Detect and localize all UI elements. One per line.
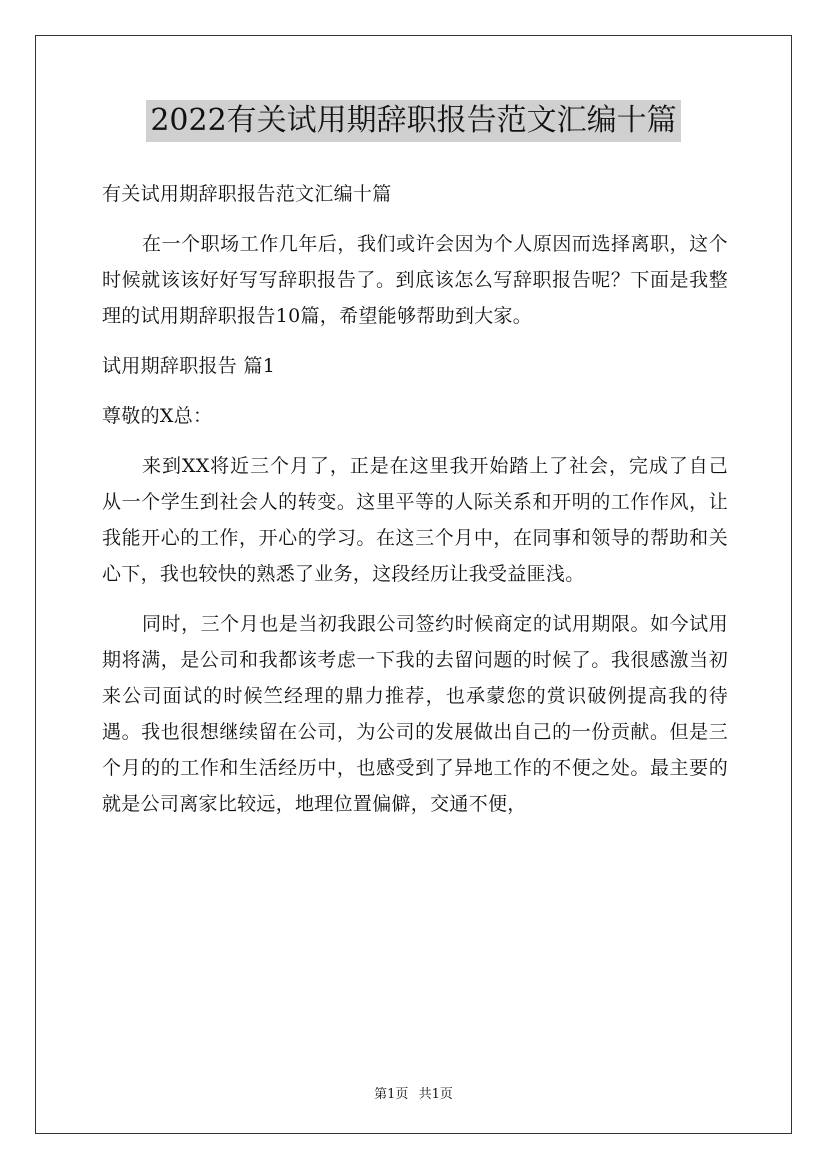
section-heading: 试用期辞职报告 篇1 xyxy=(102,355,276,377)
salutation: 尊敬的X总： xyxy=(102,405,213,427)
body-paragraph-2: 同时，三个月也是当初我跟公司签约时候商定的试用期限。如今试用期将满，是公司和我都该考虑一下我的去留问题的时候了。我很感激当初来公司面试的时候竺经理的鼎力推荐，也承蒙您的赏识破例提高我的待遇。我也很想继续留在公司，为公司的发展做出自己的一份贡献。但是三个月的的工作和生活经历中，也感受到了异地工作的不便之处。最主要的就是公司离家比较远，地理位置偏僻，交通不便， xyxy=(102,613,728,815)
document-title-wrap xyxy=(0,100,827,142)
body-paragraph-1: 来到XX将近三个月了，正是在这里我开始踏上了社会，完成了自己从一个学生到社会人的转变。这里平等的人际关系和开明的工作作风，让我能开心的工作，开心的学习。在这三个月中，在同事和领导的帮助和关心下，我也较快的熟悉了业务，这段经历让我受益匪浅。 xyxy=(102,455,728,585)
intro-paragraph: 在一个职场工作几年后，我们或许会因为个人原因而选择离职，这个时候就该该好好写写辞职报告了。到底该怎么写辞职报告呢？下面是我整理的试用期辞职报告10篇，希望能够帮助到大家。 xyxy=(102,233,728,327)
page-footer xyxy=(0,1083,827,1102)
document-body xyxy=(102,176,728,822)
document-title: 2022有关试用期辞职报告范文汇编十篇 xyxy=(146,100,680,142)
document-subtitle: 有关试用期辞职报告范文汇编十篇 xyxy=(102,183,392,205)
page-number: 第1页 xyxy=(374,1087,409,1102)
page-total: 共1页 xyxy=(418,1087,453,1102)
